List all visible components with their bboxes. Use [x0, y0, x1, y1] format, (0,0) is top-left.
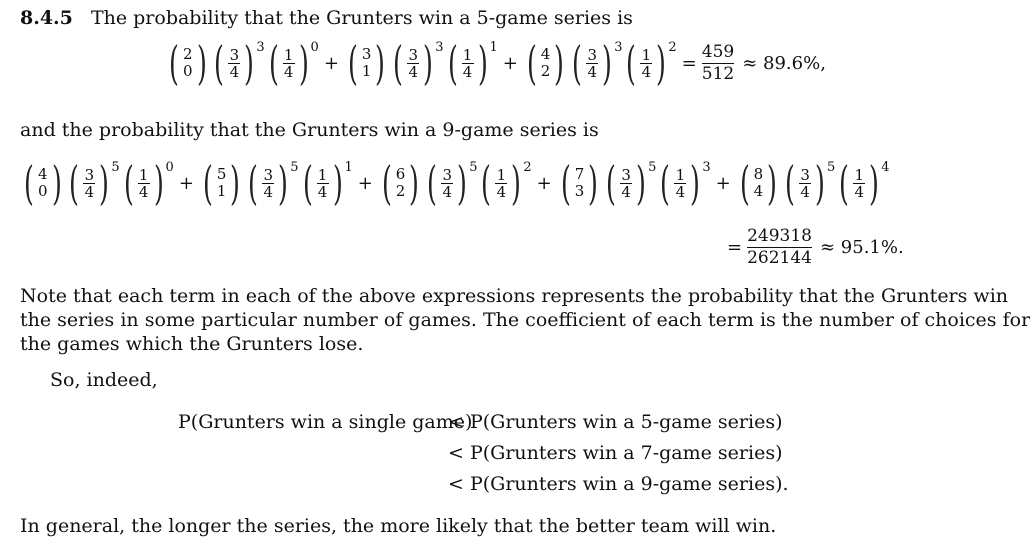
- paren: (: [381, 156, 392, 210]
- problem-number: 8.4.5: [20, 7, 73, 29]
- binomial-top: 7: [574, 165, 585, 183]
- paren: ): [477, 36, 488, 90]
- fraction: [674, 167, 686, 200]
- binomial-stack: [217, 166, 227, 200]
- paren: ): [554, 36, 565, 90]
- binomial-top: 4: [37, 165, 48, 183]
- fraction-denominator: 4: [229, 62, 240, 81]
- paren: ): [457, 156, 468, 210]
- binomial-bottom: 3: [574, 182, 585, 200]
- note-line-2: the series in some particular number of games. The coefficient of each term is the number of choices for: [20, 309, 1030, 331]
- paren: ): [230, 156, 241, 210]
- fraction-denominator: 4: [462, 62, 473, 81]
- fraction: [283, 47, 295, 80]
- binomial-bottom: 1: [216, 182, 227, 200]
- fraction-denominator: 4: [587, 62, 598, 81]
- plus-sign: +: [715, 172, 731, 194]
- paren: ): [656, 36, 667, 90]
- fraction: [138, 167, 150, 200]
- binomial-stack: [396, 166, 406, 200]
- paren: ): [511, 156, 522, 210]
- binomial-top: 8: [753, 165, 764, 183]
- fraction-numerator: 3: [587, 45, 598, 64]
- result-denominator: 262144: [747, 248, 812, 268]
- paren: ): [278, 156, 289, 210]
- exponent: 3: [702, 159, 711, 175]
- power-fraction: [120, 156, 174, 210]
- plus-sign: +: [323, 52, 339, 74]
- equation-9-game-result: = 249318 262144 ≈ 95.1%.: [727, 226, 904, 268]
- binomial-bottom: 0: [37, 182, 48, 200]
- paren: (: [560, 156, 571, 210]
- fraction-numerator: 3: [442, 165, 453, 184]
- fraction-denominator: 4: [138, 182, 149, 201]
- intro-text: The probability that the Grunters win a 5-game series is: [90, 7, 633, 29]
- exponent: 5: [469, 159, 478, 175]
- binomial-top: 2: [182, 45, 193, 63]
- result-numerator: 459: [701, 41, 735, 62]
- paren: ): [375, 36, 386, 90]
- paren: (: [626, 36, 637, 90]
- paren: ): [99, 156, 110, 210]
- plus-sign: +: [357, 172, 373, 194]
- fraction-numerator: 1: [138, 165, 149, 184]
- paren: (: [347, 36, 358, 90]
- power-fraction: [568, 36, 623, 90]
- fraction: [495, 167, 507, 200]
- paren: ): [298, 36, 309, 90]
- plus-sign: +: [536, 172, 552, 194]
- binomial-coefficient: [557, 156, 602, 210]
- power-fraction: [423, 156, 478, 210]
- plus-sign: +: [178, 172, 194, 194]
- paren: (: [447, 36, 458, 90]
- paren: ): [409, 156, 420, 210]
- paren: (: [526, 36, 537, 90]
- equals-sign: =: [681, 52, 697, 74]
- paren: (: [839, 156, 850, 210]
- paren: ): [767, 156, 778, 210]
- fraction-numerator: 3: [621, 165, 631, 184]
- power-fraction: [835, 156, 890, 210]
- fraction-numerator: 1: [854, 165, 865, 184]
- power-fraction: [265, 36, 319, 90]
- paren: (: [660, 156, 671, 210]
- conclusion: In general, the longer the series, the more likely that the better team will win.: [20, 515, 777, 537]
- paren: (: [481, 156, 492, 210]
- fraction-numerator: 1: [283, 45, 294, 64]
- exponent: 1: [489, 39, 498, 55]
- fraction-numerator: 1: [641, 45, 652, 64]
- fraction: [799, 167, 811, 200]
- binomial-coefficient: [378, 156, 423, 210]
- fraction-denominator: 4: [442, 182, 453, 201]
- so-indeed: So, indeed,: [50, 369, 158, 391]
- binomial-stack: [541, 46, 551, 80]
- binomial-coefficient: [165, 36, 210, 90]
- paren: (: [572, 36, 583, 90]
- exponent: 3: [614, 39, 623, 55]
- power-fraction: [244, 156, 299, 210]
- fraction-numerator: 1: [462, 45, 473, 64]
- equation-5-game: [165, 36, 826, 90]
- fraction: [228, 47, 240, 80]
- fraction: [83, 167, 95, 200]
- binomial-coefficient: [523, 36, 568, 90]
- paren: (: [248, 156, 259, 210]
- binomial-top: 6: [395, 165, 406, 183]
- binomial-top: 5: [216, 165, 227, 183]
- paren: (: [268, 36, 279, 90]
- paren: ): [636, 156, 647, 210]
- binomial-top: 4: [540, 45, 551, 63]
- power-fraction: [389, 36, 444, 90]
- paren: ): [423, 36, 434, 90]
- result-approx: ≈ 89.6%,: [742, 52, 826, 74]
- note-line-3: the games which the Grunters lose.: [20, 333, 364, 355]
- paren: ): [244, 36, 255, 90]
- power-fraction: [656, 156, 711, 210]
- equation-9-game: [20, 156, 890, 210]
- paren: (: [214, 36, 225, 90]
- binomial-stack: [575, 166, 585, 200]
- power-fraction: [602, 156, 657, 210]
- fraction-numerator: 3: [229, 45, 240, 64]
- paren: (: [785, 156, 796, 210]
- exponent: 4: [881, 159, 890, 175]
- fraction: [853, 167, 865, 200]
- fraction-denominator: 4: [317, 182, 328, 201]
- binomial-bottom: 2: [540, 62, 551, 80]
- paren: (: [427, 156, 438, 210]
- paren: ): [869, 156, 880, 210]
- exponent: 2: [523, 159, 532, 175]
- fraction-numerator: 1: [317, 165, 328, 184]
- binomial-bottom: 1: [361, 62, 372, 80]
- paren: ): [602, 36, 613, 90]
- power-fraction: [210, 36, 265, 90]
- paren: ): [196, 36, 207, 90]
- binomial-bottom: 0: [182, 62, 193, 80]
- binomial-bottom: 4: [753, 182, 764, 200]
- fraction-denominator: 4: [854, 182, 865, 201]
- paren: (: [169, 36, 179, 90]
- fraction: [620, 167, 632, 200]
- fraction: [262, 167, 274, 200]
- plus-sign: +: [502, 52, 518, 74]
- result-numerator: 249318: [747, 226, 812, 246]
- fraction: [441, 167, 453, 200]
- inequality-row-2: < P(Grunters win a 7-game series): [448, 442, 783, 464]
- exponent: 3: [435, 39, 444, 55]
- result-fraction: [747, 226, 812, 269]
- paren: (: [69, 156, 80, 210]
- result-denominator: 512: [701, 63, 735, 84]
- note-line-1: Note that each term in each of the above expressions represents the probability that the Grunters win: [20, 285, 1009, 307]
- paren: (: [606, 156, 617, 210]
- result-fraction: [702, 42, 734, 85]
- paren: (: [739, 156, 750, 210]
- paren: ): [815, 156, 826, 210]
- binomial-stack: [362, 46, 372, 80]
- fraction-numerator: 3: [408, 45, 419, 64]
- power-fraction: [781, 156, 836, 210]
- inequality-lhs: P(Grunters win a single game): [178, 411, 473, 433]
- fraction-numerator: 3: [800, 165, 810, 184]
- fraction-denominator: 4: [675, 182, 686, 201]
- exponent: 0: [310, 39, 319, 55]
- fraction-denominator: 4: [496, 182, 507, 201]
- result-approx: ≈ 95.1%.: [820, 237, 904, 258]
- fraction-denominator: 4: [283, 62, 294, 81]
- exponent: 3: [256, 39, 265, 55]
- binomial-stack: [754, 166, 764, 200]
- paren: (: [393, 36, 404, 90]
- fraction-denominator: 4: [84, 182, 95, 201]
- fraction: [640, 47, 652, 80]
- paren: ): [588, 156, 599, 210]
- power-fraction: [622, 36, 677, 90]
- inequality-row-1: < P(Grunters win a 5-game series): [448, 411, 783, 433]
- exponent: 5: [290, 159, 299, 175]
- binomial-coefficient: [736, 156, 781, 210]
- fraction-numerator: 3: [84, 165, 95, 184]
- problem-heading: [20, 6, 633, 30]
- exponent: 1: [344, 159, 353, 175]
- fraction: [317, 167, 329, 200]
- fraction: [407, 47, 419, 80]
- paren: (: [302, 156, 313, 210]
- binomial-coefficient: [199, 156, 244, 210]
- binomial-coefficient: [344, 36, 389, 90]
- power-fraction: [299, 156, 353, 210]
- fraction: [462, 47, 474, 80]
- exponent: 5: [648, 159, 657, 175]
- intro-text-9-game: and the probability that the Grunters win a 9-game series is: [20, 119, 599, 141]
- fraction-denominator: 4: [408, 62, 419, 81]
- binomial-bottom: 2: [395, 182, 406, 200]
- paren: (: [202, 156, 213, 210]
- binomial-stack: [183, 46, 193, 80]
- power-fraction: [477, 156, 532, 210]
- fraction-denominator: 4: [621, 182, 631, 201]
- paren: (: [123, 156, 134, 210]
- inequality-row-3: < P(Grunters win a 9-game series).: [448, 473, 789, 495]
- paren: (: [24, 156, 34, 210]
- paren: ): [153, 156, 164, 210]
- fraction-numerator: 3: [263, 165, 274, 184]
- power-fraction: [65, 156, 120, 210]
- binomial-coefficient: [20, 156, 65, 210]
- exponent: 0: [165, 159, 174, 175]
- fraction-numerator: 1: [496, 165, 507, 184]
- paren: ): [51, 156, 62, 210]
- paren: ): [690, 156, 701, 210]
- power-fraction: [444, 36, 498, 90]
- fraction-denominator: 4: [641, 62, 652, 81]
- fraction-numerator: 1: [675, 165, 686, 184]
- exponent: 5: [111, 159, 120, 175]
- binomial-stack: [38, 166, 48, 200]
- paren: ): [332, 156, 343, 210]
- fraction-denominator: 4: [263, 182, 274, 201]
- exponent: 5: [827, 159, 836, 175]
- fraction-denominator: 4: [800, 182, 810, 201]
- fraction: [586, 47, 598, 80]
- exponent: 2: [668, 39, 677, 55]
- binomial-top: 3: [361, 45, 372, 63]
